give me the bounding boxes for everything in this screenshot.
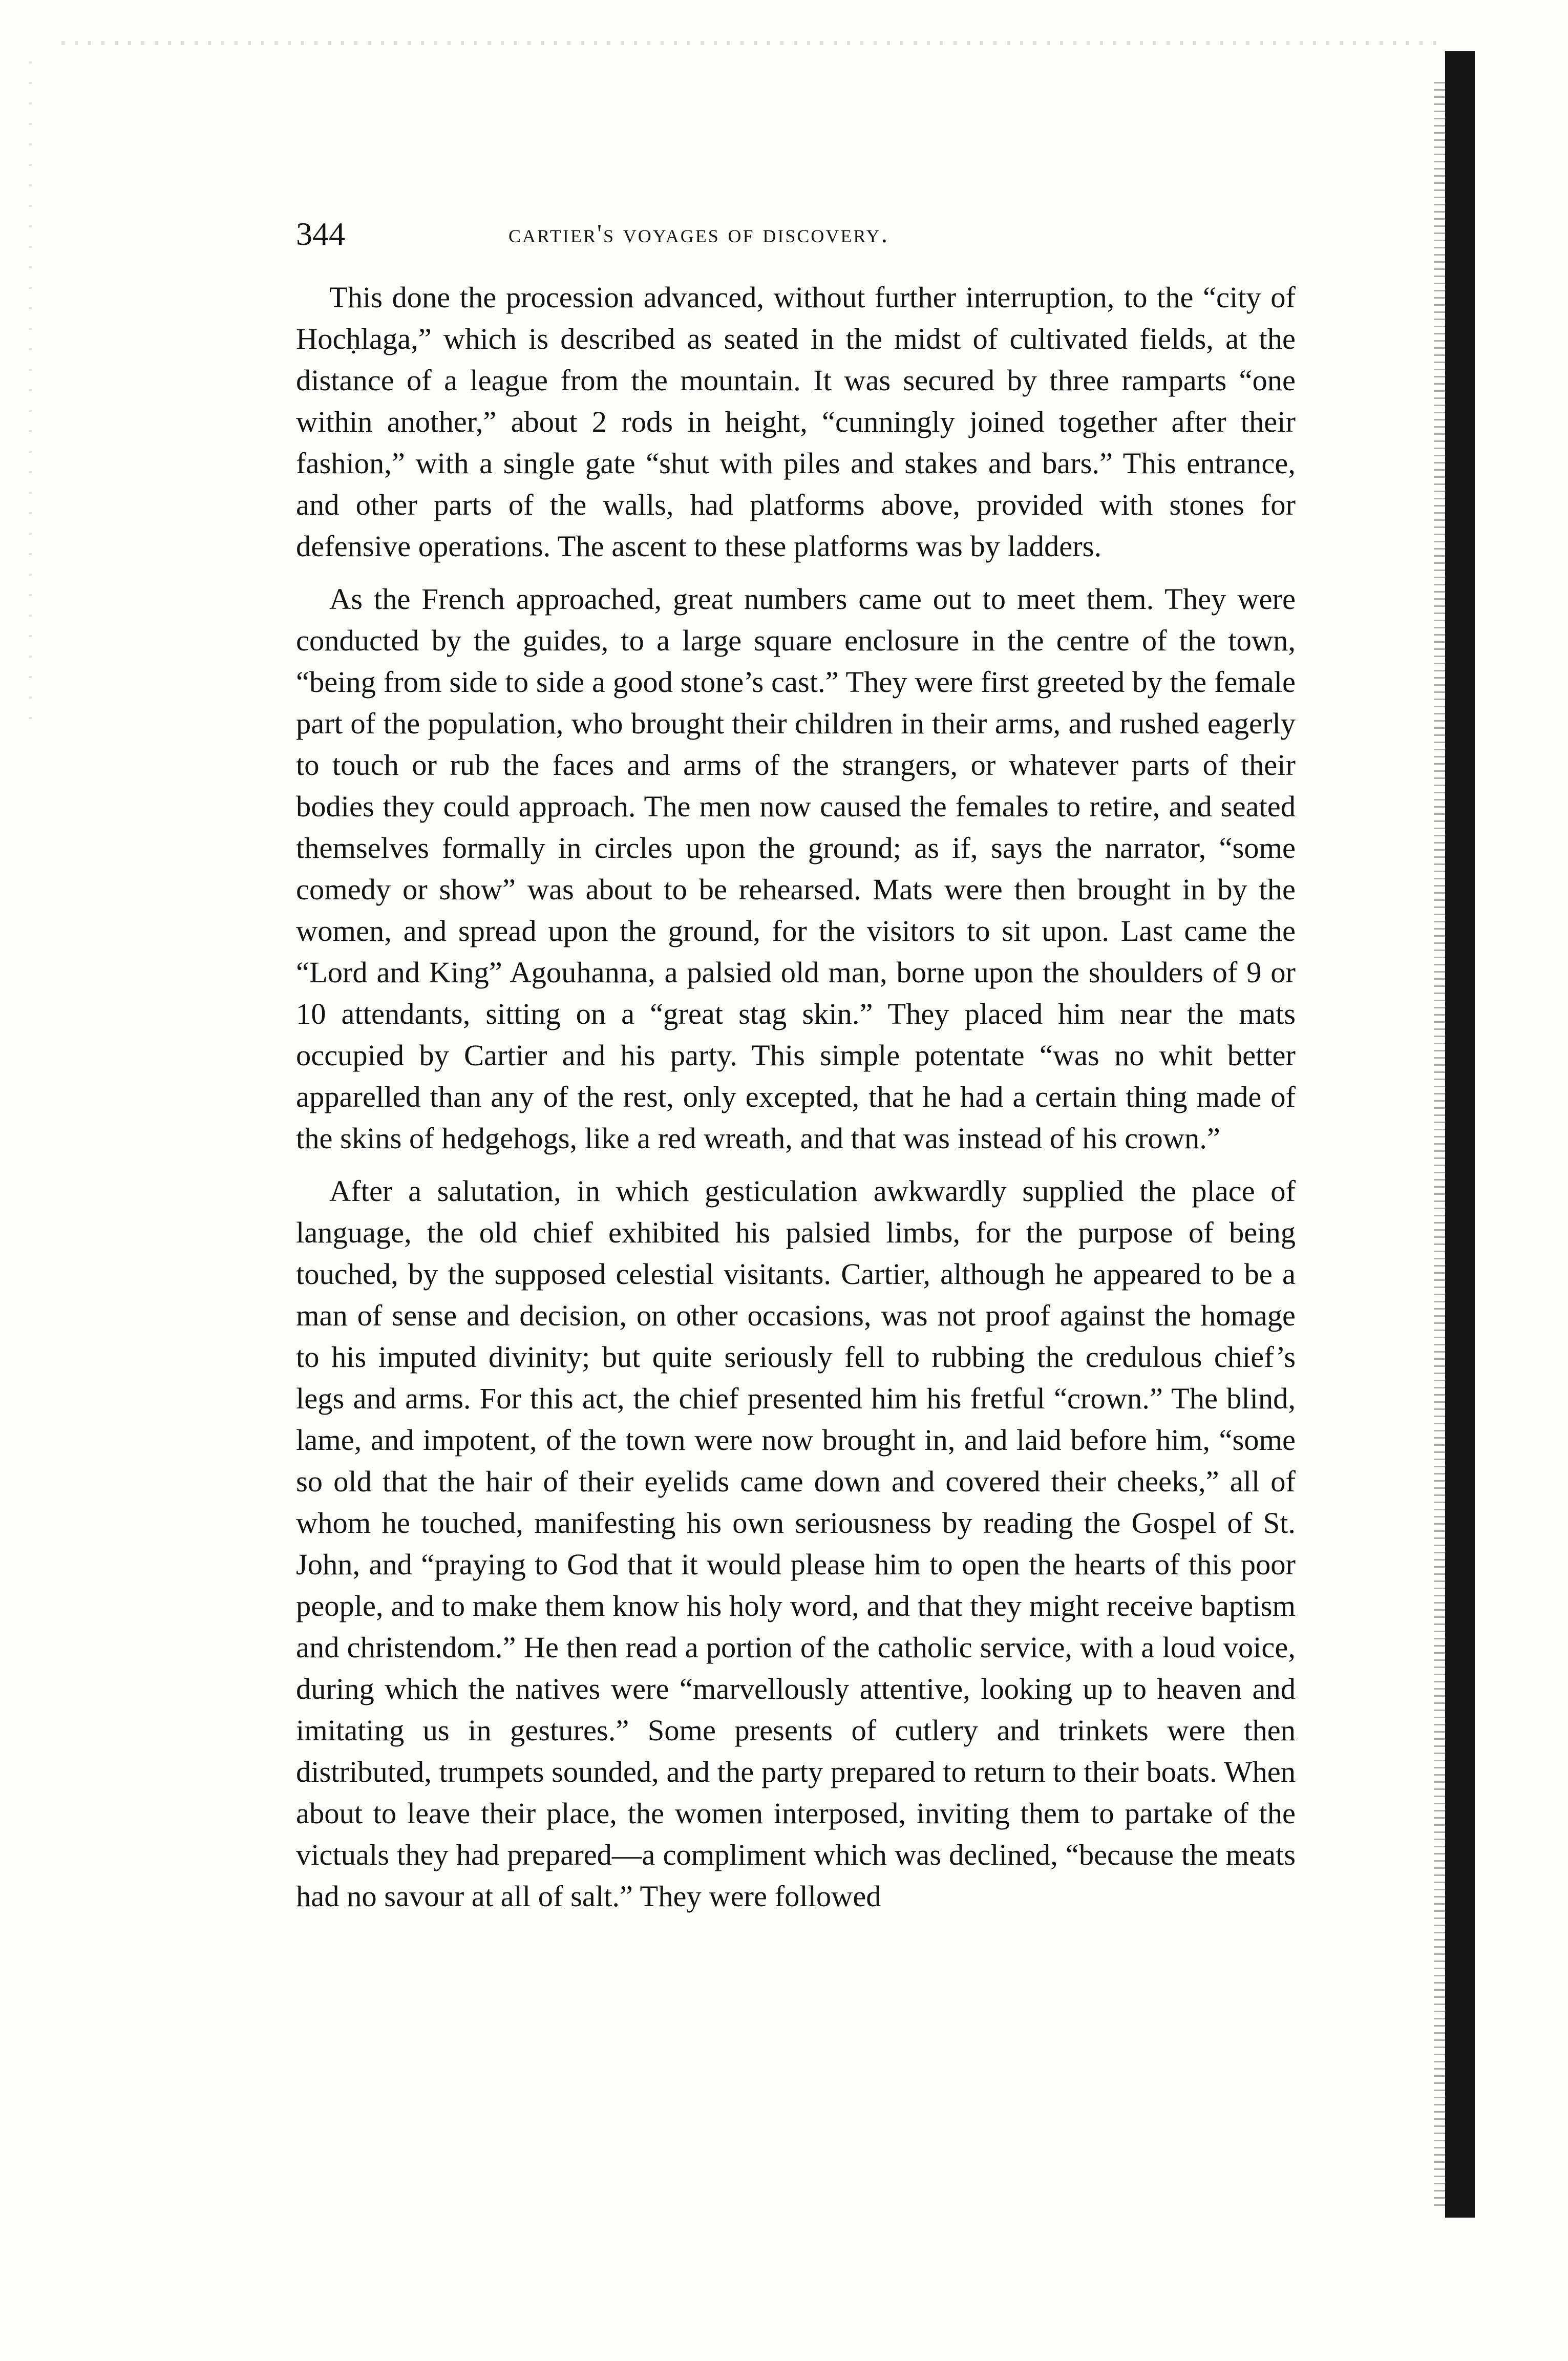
binding-strip bbox=[1445, 51, 1475, 2218]
paragraph-2: As the French approached, great numbers came out to meet them. They were conducted by the guides, to a large square enclosure in the centre of the town, “being from side to side a good stone’s cast.” They were first greeted by the female part of the population, who brought their children in their arms, and rushed eagerly to touch or rub the faces and arms of the strangers, or whatever parts of their bodies they could approach. The men now caused the females to retire, and seated themselves formally in circles upon the ground; as if, says the narrator, “some comedy or show” was about to be rehearsed. Mats were then brought in by the women, and spread upon the ground, for the visitors to sit upon. Last came the “Lord and King” Agouhanna, a palsied old man, borne upon the shoulders of 9 or 10 attendants, sitting on a “great stag skin.” They placed him near the mats occupied by Cartier and his party. This simple potentate “was no whit better apparelled than any of the rest, only excepted, that he had a certain thing made of the skins of hedgehogs, like a red wreath, and that was instead of his crown.” bbox=[296, 582, 1296, 1155]
page-number: 344 bbox=[296, 216, 345, 252]
running-head bbox=[296, 211, 1320, 257]
running-head-title: cartier's voyages of discovery. bbox=[508, 220, 889, 248]
paragraph-3: After a salutation, in which gesticulation awkwardly supplied the place of language, the old chief exhibited his palsied limbs, for the purpose of being touched, by the supposed celestial visitants. Cartier, although he appeared to be a man of sense and decision, on other occasions, was not proof against the homage to his imputed divinity; but quite seriously fell to rubbing the credulous chief’s legs and arms. For this act, the chief presented him his fretful “crown.” The blind, lame, and impotent, of the town were now brought in, and laid before him, “some so old that the hair of their eyelids came down and covered their cheeks,” all of whom he touched, manifesting his own seriousness by reading the Gospel of St. John, and “praying to God that it would please him to open the hearts of this poor people, and to make them know his holy word, and that they might receive baptism and christendom.” He then read a portion of the catholic service, with a loud voice, during which the natives were “marvellously attentive, looking up to heaven and imitating us in gestures.” Some presents of cutlery and trinkets were then distributed, trumpets sounded, and the party prepared to return to their boats. When about to leave their place, the women interposed, inviting them to partake of the victuals they had prepared—a compliment which was declined, “because the meats had no savour at all of salt.” They were followed bbox=[296, 1174, 1296, 1913]
body-text bbox=[296, 277, 1296, 1928]
scan-edge-top bbox=[61, 41, 1444, 45]
paragraph-1: This done the procession advanced, without further interruption, to the “city of Hocḥlaga,” which is described as seated in the midst of cultivated fields, at the distance of a league from the mountain. It was secured by three ramparts “one within another,” about 2 rods in height, “cunningly joined together after their fashion,” with a single gate “shut with piles and stakes and bars.” This entrance, and other parts of the walls, had platforms above, provided with stones for defensive operations. The ascent to these platforms was by ladders. bbox=[296, 281, 1296, 563]
scan-edge-left bbox=[29, 61, 32, 727]
